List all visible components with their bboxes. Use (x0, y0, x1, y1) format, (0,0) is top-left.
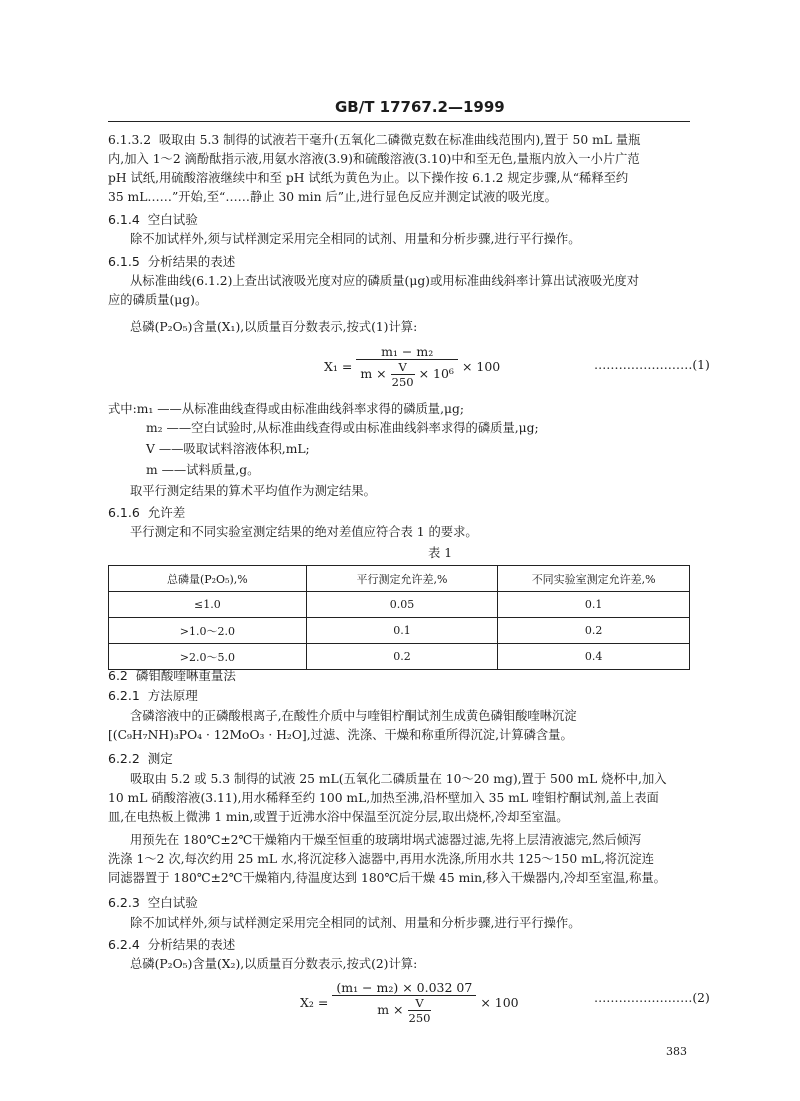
table-cell: ≤1.0 (109, 592, 307, 618)
paragraph: 除不加试样外,须与试样测定采用完全相同的试剂、用量和分析步骤,进行平行操作。 (130, 232, 581, 246)
table-header-row (109, 566, 690, 592)
paragraph-line: pH 试纸,用硫酸溶液继续中和至 pH 试纸为黄色为止。以下操作按 6.1.2 规定步骤,从“稀释至约 (108, 171, 629, 185)
table-row (109, 592, 690, 618)
table-cell: 0.1 (498, 592, 690, 618)
section-heading-6-1-4: 6.1.4 空白试验 (108, 212, 198, 227)
table-1 (108, 565, 690, 670)
where-item: 式中:m₁ ——从标准曲线查得或由标准曲线斜率求得的磷质量,μg; (108, 402, 464, 416)
paragraph: 除不加试样外,须与试样测定采用完全相同的试剂、用量和分析步骤,进行平行操作。 (130, 916, 581, 930)
paragraph: 用预先在 180℃±2℃干燥箱内干燥至恒重的玻璃坩埚式滤器过滤,先将上层清液滤完,然后倾泻 洗涤 1～2 次,每次约用 25 mL 水,将沉淀移入滤器中,再用水洗涤,所用水共 125～150 mL,将沉淀连 同滤器置于 180℃±2℃干燥箱内,待温度达到 180℃后干燥 45 min,移入干燥器内,冷却至室温,称量。 (108, 833, 666, 885)
table-cell: 0.2 (498, 618, 690, 644)
table-cell: 0.2 (306, 644, 498, 670)
where-item: m ——试料质量,g。 (146, 463, 260, 477)
section-number: 6.1.3.2 (108, 133, 152, 147)
paragraph: 吸取由 5.2 或 5.3 制得的试液 25 mL(五氧化二磷质量在 10～20 mg),置于 500 mL 烧杯中,加入 10 mL 硝酸溶液(3.11),用水稀释至约 100 mL,加热至沸,沿杯壁加入 35 mL 喹钼柠酮试剂,盖上表面 皿,在电热板上微沸 1 min,或置于近沸水浴中保温至沉淀分层,取出烧杯,冷却至室温。 (108, 772, 667, 824)
paragraph-line: 35 mL……”开始,至“……静止 30 min 后”止,进行显色反应并测定试液的吸光度。 (108, 190, 557, 204)
paragraph-line: 吸取由 5.3 制得的试液若干毫升(五氧化二磷微克数在标准曲线范围内),置于 50 mL 量瓶 (158, 133, 641, 147)
equation-label-2: ……………………(2) (594, 991, 710, 1005)
section-6-1-3-2 (108, 131, 690, 207)
table-caption: 表 1 (428, 546, 453, 560)
equation-1: X₁ = m₁ − m₂ m × $\frac{V}{250}$ × 10⁶ × 100 (324, 344, 501, 389)
table-cell: 0.4 (498, 644, 690, 670)
paragraph: 含磷溶液中的正磷酸根离子,在酸性介质中与喹钼柠酮试剂生成黄色磷钼酸喹啉沉淀 [(C₉H₇NH)₃PO₄ · 12MoO₃ · H₂O],过滤、洗涤、干燥和称重所得沉淀,计算磷含量。 (108, 709, 577, 742)
equation-label-1: ……………………(1) (594, 358, 710, 372)
section-heading-6-1-5: 6.1.5 分析结果的表述 (108, 254, 236, 269)
section-heading-6-2-3: 6.2.3 空白试验 (108, 895, 198, 910)
section-heading-6-2-1: 6.2.1 方法原理 (108, 688, 198, 703)
table-header-cell: 不同实验室测定允许差,% (498, 566, 690, 592)
section-heading-6-2-2: 6.2.2 测定 (108, 751, 173, 766)
header-rule (108, 121, 690, 122)
page-number: 383 (666, 1045, 687, 1058)
formula-intro: 总磷(P₂O₅)含量(X₁),以质量百分数表示,按式(1)计算: (130, 320, 418, 334)
where-item: m₂ ——空白试验时,从标准曲线查得或由标准曲线斜率求得的磷质量,μg; (146, 421, 539, 435)
table-cell: >1.0～2.0 (109, 618, 307, 644)
paragraph: 从标准曲线(6.1.2)上查出试液吸光度对应的磷质量(μg)或用标准曲线斜率计算出试液吸光度对 应的磷质量(μg)。 (108, 274, 640, 307)
paragraph: 取平行测定结果的算术平均值作为测定结果。 (130, 484, 376, 498)
equation-2: X₂ = (m₁ − m₂) × 0.032 07 m × $\frac{V}{250}$ × 100 (300, 980, 519, 1025)
formula-intro: 总磷(P₂O₅)含量(X₂),以质量百分数表示,按式(2)计算: (130, 957, 418, 971)
table-header-cell: 总磷量(P₂O₅),% (109, 566, 307, 592)
table-header-cell: 平行测定允许差,% (306, 566, 498, 592)
section-heading-6-2: 6.2 磷钼酸喹啉重量法 (108, 668, 236, 683)
table-cell: 0.1 (306, 618, 498, 644)
where-item: V ——吸取试料溶液体积,mL; (146, 442, 310, 456)
document-header: GB/T 17767.2—1999 (335, 98, 505, 116)
table-row (109, 618, 690, 644)
paragraph: 平行测定和不同实验室测定结果的绝对差值应符合表 1 的要求。 (130, 525, 478, 539)
table-cell: >2.0～5.0 (109, 644, 307, 670)
section-heading-6-2-4: 6.2.4 分析结果的表述 (108, 937, 236, 952)
table-cell: 0.05 (306, 592, 498, 618)
section-heading-6-1-6: 6.1.6 允许差 (108, 505, 186, 520)
paragraph-line: 内,加入 1～2 滴酚酞指示液,用氨水溶液(3.9)和硫酸溶液(3.10)中和至无色,量瓶内放入一小片广范 (108, 152, 640, 166)
